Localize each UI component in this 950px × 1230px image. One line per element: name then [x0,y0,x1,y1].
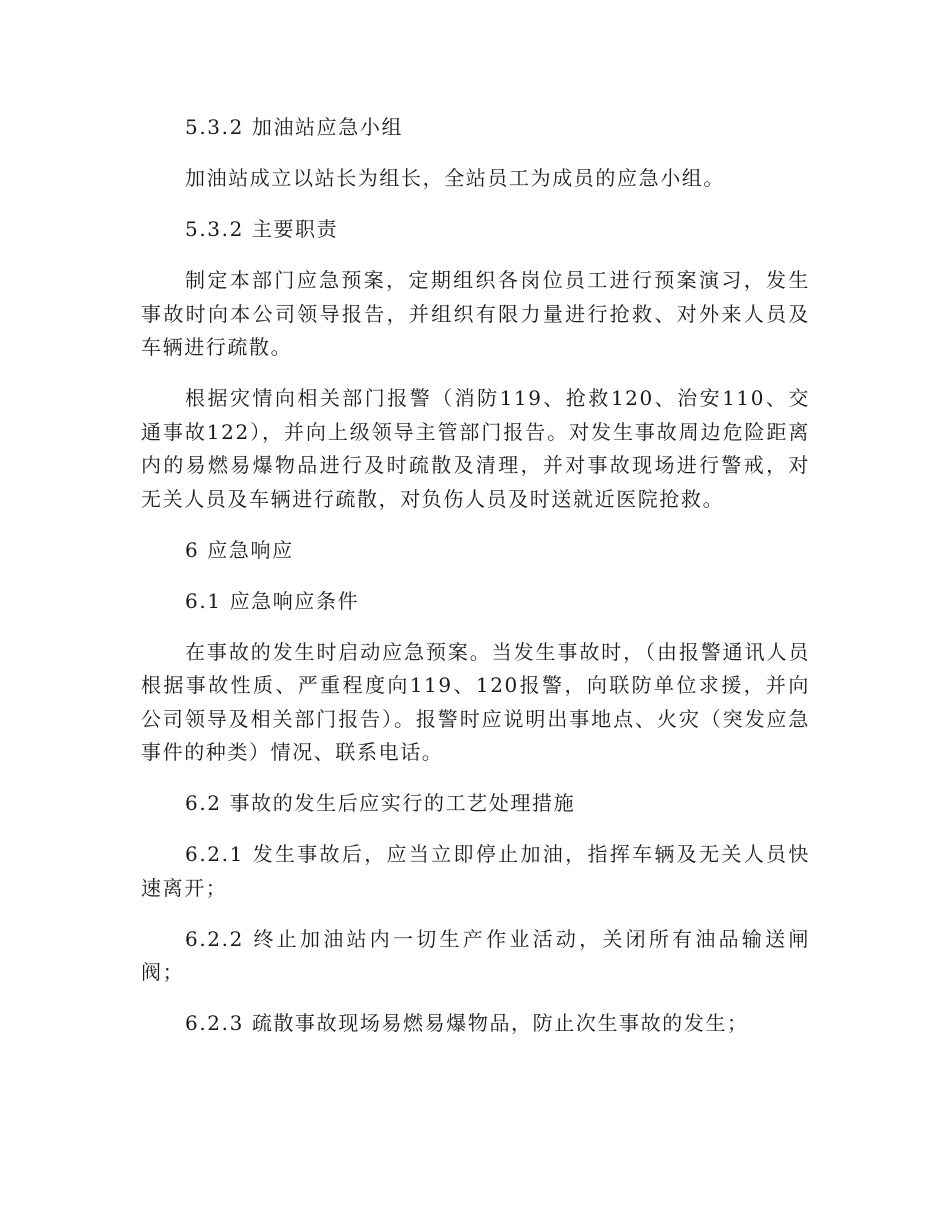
list-item-6-2-1: 6.2.1 发生事故后，应当立即停止加油，指挥车辆及无关人员快速离开； [141,842,810,900]
section-heading-5-3-2-duties: 5.3.2 主要职责 [185,217,339,241]
paragraph-duties-alarm: 根据灾情向相关部门报警（消防119、抢救120、治安110、交通事故122），并向上级领导主管部门报告。对发生事故周边危险距离内的易燃易爆物品进行及时疏散及清理，并对事故现场进行警戒，对无关人员及车辆进行疏散，对负伤人员及时送就近医院抢救。 [141,386,810,511]
paragraph-response-conditions: 在事故的发生时启动应急预案。当发生事故时，（由报警通讯人员根据事故性质、严重程度向119、120报警，向联防单位求援，并向公司领导及相关部门报告）。报警时应说明出事地点、火灾（突发应急事件的种类）情况、联系电话。 [141,639,810,764]
list-item-6-2-2: 6.2.2 终止加油站内一切生产作业活动，关闭所有油品输送闸阀； [141,926,810,984]
paragraph-team-composition: 加油站成立以站长为组长，全站员工为成员的应急小组。 [185,166,725,190]
list-item-6-2-3: 6.2.3 疏散事故现场易燃易爆物品，防止次生事故的发生； [185,1011,749,1035]
section-heading-6-emergency-response: 6 应急响应 [185,537,294,562]
paragraph-duties-plan: 制定本部门应急预案，定期组织各岗位员工进行预案演习，发生事故时向本公司领导报告，并组织有限力量进行抢救、对外来人员及车辆进行疏散。 [141,268,810,359]
section-heading-6-1-response-conditions: 6.1 应急响应条件 [185,588,360,613]
document-body [141,111,810,1058]
section-heading-5-3-2-station-team: 5.3.2 加油站应急小组 [185,115,404,139]
section-heading-6-2-process-measures: 6.2 事故的发生后应实行的工艺处理措施 [185,791,576,815]
